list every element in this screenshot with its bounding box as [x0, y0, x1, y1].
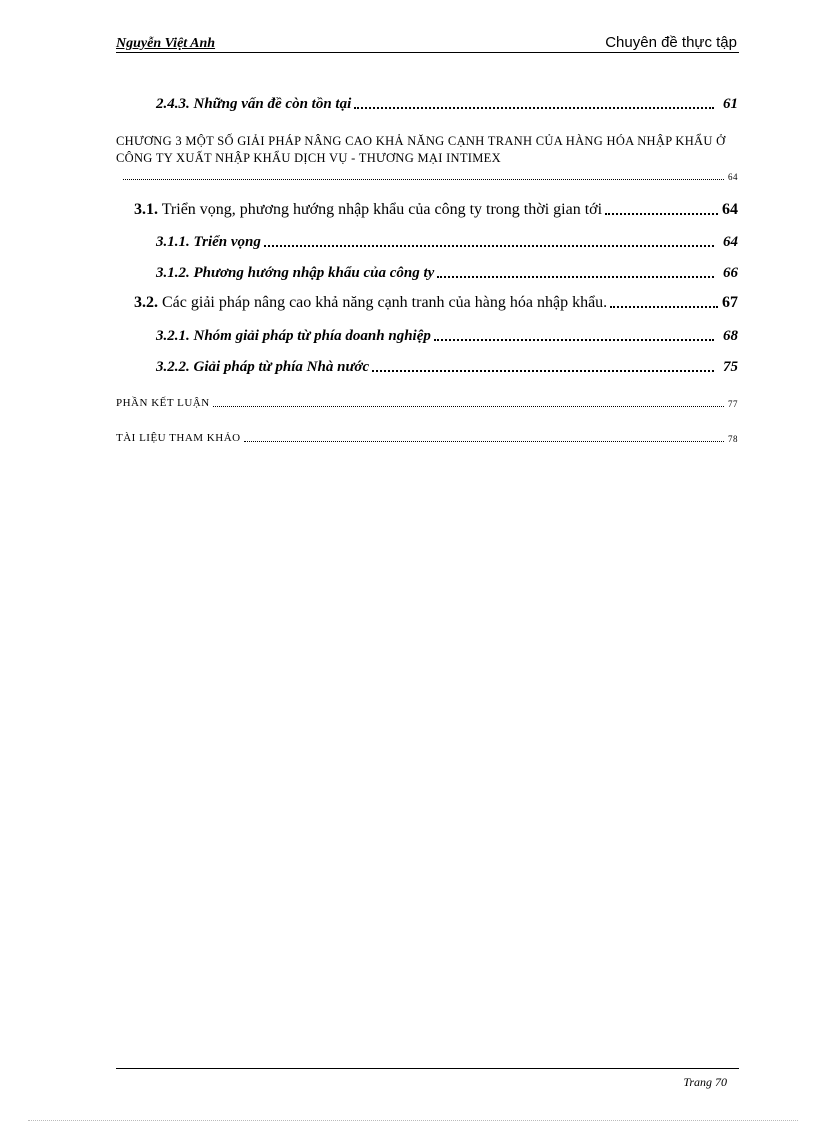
toc-leader-dots [123, 178, 724, 180]
toc-entry-3-2[interactable] [134, 294, 738, 312]
toc-entry-references[interactable] [116, 432, 738, 444]
toc-entry-label [134, 294, 607, 312]
toc-entry-label: 2.4.3. Những vấn đề còn tồn tại [156, 96, 352, 112]
toc-entry-3-2-2[interactable] [156, 359, 738, 376]
toc-entry-text: Triển vọng, phương hướng nhập khẩu của công ty trong thời gian tới [161, 201, 603, 218]
toc-leader-dots [437, 275, 714, 278]
toc-page-number: 66 [723, 265, 738, 281]
toc-entry-text: Các giải pháp nâng cao khả năng cạnh tranh của hàng hóa nhập khẩu. [162, 294, 608, 311]
page-footer [116, 1068, 739, 1089]
toc-leader-dots [244, 440, 724, 442]
toc-page-number: 67 [722, 294, 738, 311]
toc-leader-dots [372, 369, 714, 372]
toc-entry-3-1[interactable] [134, 201, 738, 219]
toc-leader-dots [264, 244, 714, 247]
toc-entry-label: 3.1.1. Triển vọng [156, 234, 261, 250]
toc-leader-dots [354, 106, 714, 109]
toc-entry-number: 3.1. [134, 201, 158, 218]
toc-entry-2-4-3[interactable] [156, 96, 738, 113]
toc-entry-label: TÀI LIỆU THAM KHẢO [116, 432, 241, 444]
toc-entry-3-1-1[interactable] [156, 234, 738, 251]
toc-entry-label: 3.1.2. Phương hướng nhập khẩu của công ty [156, 265, 435, 281]
page-bottom-divider [28, 1120, 798, 1121]
toc-entry-chapter-3-title[interactable]: CHƯƠNG 3 MỘT SỐ GIẢI PHÁP NÂNG CAO KHẢ NĂNG CẠNH TRANH CỦA HÀNG HÓA NHẬP KHẨU Ở CÔNG TY XUẤT NHẬP KHẨU DỊCH VỤ - THƯƠNG MẠI INTIMEX [116, 134, 726, 165]
toc-entry-label: 3.2.1. Nhóm giải pháp từ phía doanh nghiệp [156, 328, 431, 344]
toc-entry-label [134, 201, 602, 219]
page-number-label: Trang 70 [683, 1075, 727, 1089]
toc-leader-dots [434, 338, 714, 341]
toc-page-number: 68 [723, 328, 738, 344]
toc-leader-dots [605, 212, 718, 215]
toc-entry-3-2-1[interactable] [156, 328, 738, 345]
toc-page-number: 61 [723, 96, 738, 112]
toc-entry-3-1-2[interactable] [156, 265, 738, 282]
toc-page-number: 64 [723, 234, 738, 250]
document-topic: Chuyên đề thực tập [605, 34, 737, 51]
toc-page-number: 64 [728, 172, 738, 182]
page-header [116, 34, 739, 53]
toc-entry-chapter-3-page[interactable] [120, 172, 738, 182]
toc-entry-label: PHẦN KẾT LUẬN [116, 397, 210, 409]
toc-entry-label: 3.2.2. Giải pháp từ phía Nhà nước [156, 359, 370, 375]
toc-page-number: 64 [722, 201, 738, 218]
author-name: Nguyễn Việt Anh [116, 36, 216, 51]
toc-entry-number: 3.2. [134, 294, 158, 311]
toc-page-number: 77 [728, 399, 738, 409]
toc-entry-conclusion[interactable] [116, 397, 738, 409]
toc-leader-dots [610, 305, 718, 308]
toc-leader-dots [213, 405, 724, 407]
toc-page-number: 75 [723, 359, 738, 375]
toc-page-number: 78 [728, 434, 738, 444]
